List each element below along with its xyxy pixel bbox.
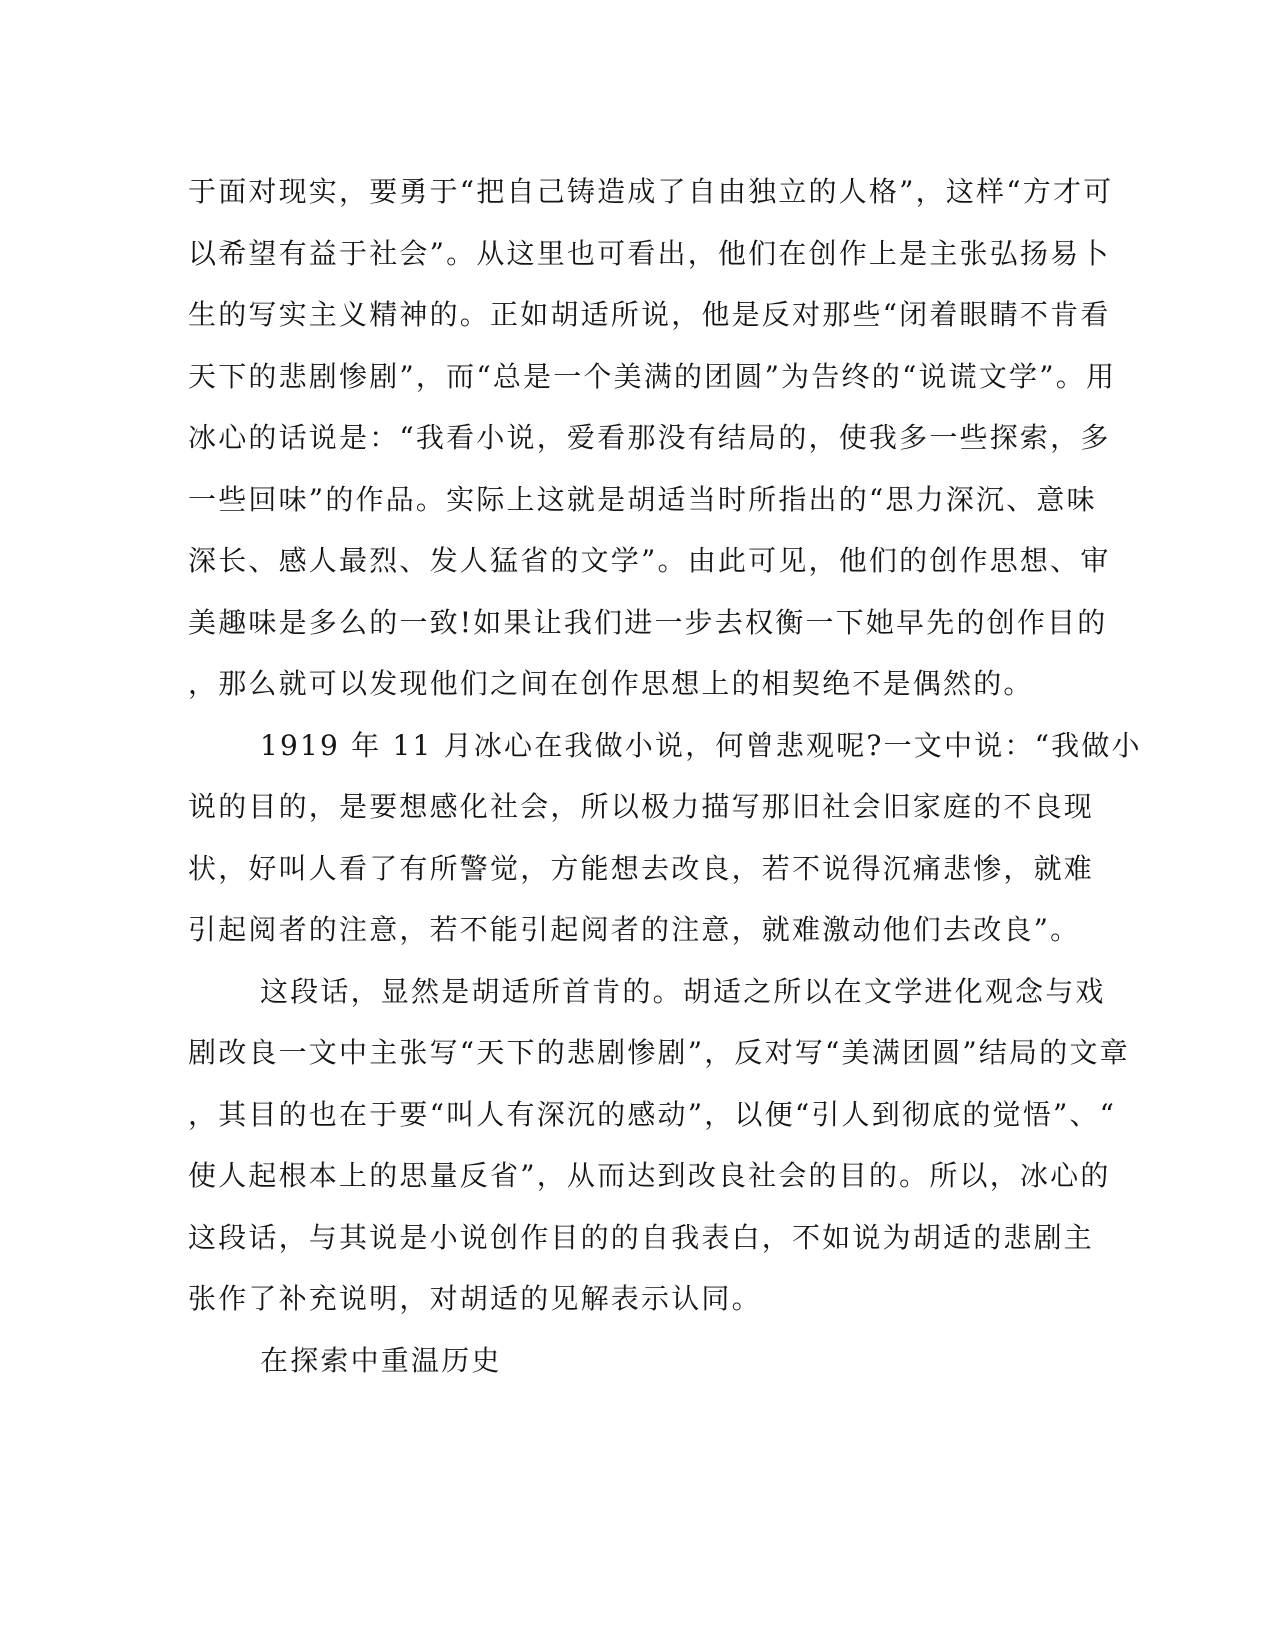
text-line: 说的目的，是要想感化社会，所以极力描写那旧社会旧家庭的不良现 — [188, 790, 1095, 823]
text-line: 生的写实主义精神的。正如胡适所说，他是反对那些“闭着眼睛不肯看 — [188, 298, 1111, 331]
text-line: 张作了补充说明，对胡适的见解表示认同。 — [188, 1282, 762, 1315]
text-line: 冰心的话说是：“我看小说，爱看那没有结局的，使我多一些探索，多 — [188, 421, 1111, 454]
paragraph-3 — [188, 961, 1130, 1330]
text-line: 状，好叫人看了有所警觉，方能想去改良，若不说得沉痛悲惨，就难 — [188, 851, 1095, 885]
text-line: 天下的悲剧惨剧”，而“总是一个美满的团圆”为告终的“说谎文学”。用 — [188, 359, 1117, 393]
text-line: 深长、感人最烈、发人猛省的文学”。由此可见，他们的创作思想、审 — [188, 544, 1111, 577]
text-line: 美趣味是多么的一致!如果让我们进一步去权衡一下她早先的创作目的 — [188, 605, 1108, 639]
text-line: 引起阅者的注意，若不能引起阅者的注意，就难激动他们去改良”。 — [188, 913, 1081, 946]
text-line: 使人起根本上的思量反省”，从而达到改良社会的目的。所以，冰心的 — [188, 1159, 1111, 1192]
paragraph-2 — [188, 715, 1142, 961]
text-line: 1919 年 11 月冰心在我做小说，何曾悲观呢?一文中说：“我做小 — [260, 728, 1142, 762]
text-line: 于面对现实，要勇于“把自己铸造成了自由独立的人格”，这样“方才可 — [188, 175, 1114, 208]
text-line: 剧改良一文中主张写“天下的悲剧惨剧”，反对写“美满团圆”结局的文章 — [188, 1036, 1130, 1069]
text-line: 这段话，显然是胡适所首肯的。胡适之所以在文学进化观念与戏 — [260, 974, 1106, 1008]
text-line: 以希望有益于社会”。从这里也可看出，他们在创作上是主张弘扬易卜 — [188, 236, 1111, 270]
heading-text: 在探索中重温历史 — [260, 1343, 502, 1377]
document-body — [188, 161, 1142, 1391]
text-line: 这段话，与其说是小说创作目的的自我表白，不如说为胡适的悲剧主 — [188, 1220, 1095, 1254]
section-heading — [188, 1330, 1088, 1392]
paragraph-1 — [188, 161, 1117, 715]
text-line: ，其目的也在于要“叫人有深沉的感动”，以便“引人到彻底的觉悟”、“ — [188, 1097, 1117, 1131]
text-line: 一些回味”的作品。实际上这就是胡适当时所指出的“思力深沉、意味 — [188, 482, 1097, 516]
text-line: ，那么就可以发现他们之间在创作思想上的相契绝不是偶然的。 — [188, 667, 1034, 700]
